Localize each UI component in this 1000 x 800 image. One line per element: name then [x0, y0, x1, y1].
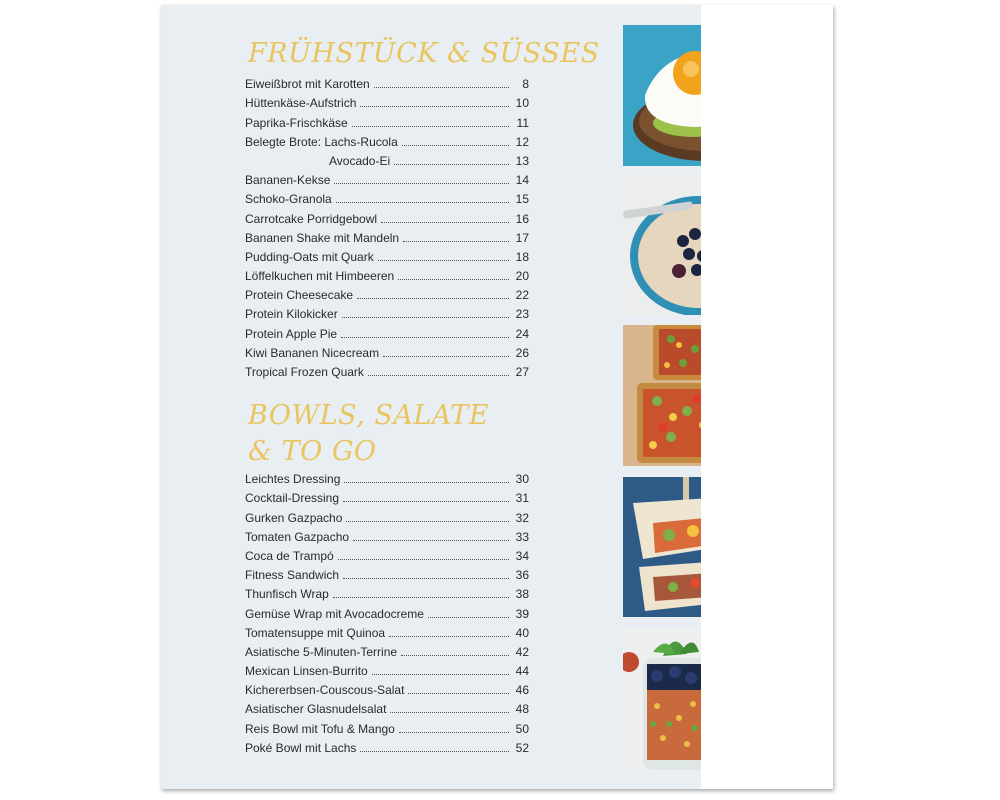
toc-entry-title: Reis Bowl mit Tofu & Mango — [245, 721, 395, 736]
toc-entry-title: Schoko-Granola — [245, 192, 332, 207]
toc-entry[interactable] — [245, 188, 529, 207]
dot-leader — [336, 201, 509, 203]
toc-entry-title: Gemüse Wrap mit Avocadocreme — [245, 606, 424, 621]
toc-entry[interactable] — [245, 207, 529, 226]
dot-leader — [378, 259, 509, 261]
toc-entry-title: Bananen-Kekse — [245, 173, 331, 188]
dot-leader — [394, 163, 509, 165]
toc-entry-page: 13 — [515, 153, 529, 168]
toc-entry-title: Protein Kilokicker — [245, 307, 338, 322]
toc-entry-title: Thunfisch Wrap — [245, 587, 329, 602]
toc-entry-title: Paprika-Frischkäse — [245, 115, 348, 130]
toc-entry-page: 26 — [515, 345, 529, 360]
toc-entry-page: 52 — [515, 740, 529, 755]
toc-entry-page: 48 — [515, 702, 529, 717]
toc-entry-page: 12 — [515, 134, 529, 149]
toc-entry-page: 32 — [515, 510, 529, 525]
dot-leader — [408, 692, 509, 694]
toc-entry-title: Avocado-Ei — [329, 153, 391, 168]
dot-leader — [383, 355, 509, 357]
toc-entry-page: 11 — [516, 115, 529, 130]
dot-leader — [343, 577, 509, 579]
toc-entry-title: Asiatische 5-Minuten-Terrine — [245, 644, 398, 659]
toc-entry-page: 15 — [515, 192, 529, 207]
dot-leader — [372, 673, 509, 675]
dot-leader — [360, 750, 509, 752]
dot-leader — [357, 297, 509, 299]
toc-entry-page: 18 — [515, 249, 529, 264]
toc-entry[interactable] — [245, 246, 529, 265]
toc-entry[interactable] — [245, 265, 529, 284]
page-margin — [701, 5, 833, 789]
toc-list-breakfast — [245, 73, 529, 380]
toc-entry-page: 20 — [515, 269, 529, 284]
toc-entry-page: 14 — [515, 173, 529, 188]
toc-entry-page: 23 — [515, 307, 529, 322]
section-heading-breakfast: FRÜHSTÜCK & SÜSSES — [248, 38, 600, 69]
section-heading-bowls — [248, 398, 489, 470]
toc-entry-page: 17 — [515, 230, 529, 245]
toc-entry[interactable] — [245, 622, 529, 641]
dot-leader — [352, 125, 509, 127]
dot-leader — [338, 558, 509, 560]
contents-panel — [161, 5, 701, 789]
toc-entry[interactable] — [245, 717, 529, 736]
toc-entry[interactable] — [245, 545, 529, 564]
toc-entry-page: 22 — [515, 288, 529, 303]
dot-leader — [374, 86, 509, 88]
toc-entry[interactable] — [245, 150, 529, 169]
toc-entry-title: Löffelkuchen mit Himbeeren — [245, 269, 395, 284]
toc-entry-page: 36 — [515, 568, 529, 583]
dot-leader — [390, 711, 509, 713]
toc-entry-page: 10 — [515, 96, 529, 111]
dot-leader — [428, 616, 509, 618]
toc-entry[interactable] — [245, 602, 529, 621]
toc-entry-title: Tomatensuppe mit Quinoa — [245, 625, 386, 640]
toc-entry[interactable] — [245, 660, 529, 679]
toc-entry[interactable] — [245, 92, 529, 111]
toc-entry-page: 34 — [515, 548, 529, 563]
toc-entry[interactable] — [245, 284, 529, 303]
toc-entry-title: Pudding-Oats mit Quark — [245, 249, 374, 264]
toc-entry-title: Belegte Brote: Lachs-Rucola — [245, 134, 398, 149]
toc-entry[interactable] — [245, 361, 529, 380]
toc-entry-page: 8 — [522, 77, 529, 92]
dot-leader — [344, 481, 509, 483]
toc-entry[interactable] — [245, 564, 529, 583]
section-heading-line: & TO GO — [248, 436, 377, 467]
toc-entry-page: 24 — [515, 326, 529, 341]
toc-entry-page: 46 — [515, 683, 529, 698]
dot-leader — [399, 731, 509, 733]
toc-entry-page: 16 — [515, 211, 529, 226]
section-heading-line: BOWLS, SALATE — [248, 400, 490, 431]
toc-entry-title: Coca de Trampó — [245, 548, 334, 563]
toc-entry[interactable] — [245, 73, 529, 92]
toc-entry[interactable] — [245, 679, 529, 698]
toc-entry-title: Carrotcake Porridgebowl — [245, 211, 378, 226]
toc-entry[interactable] — [245, 322, 529, 341]
toc-entry[interactable] — [245, 342, 529, 361]
toc-entry-page: 27 — [515, 365, 529, 379]
dot-leader — [342, 316, 509, 318]
toc-entry[interactable] — [245, 111, 529, 130]
toc-entry[interactable] — [245, 487, 529, 506]
toc-entry-title: Eiweißbrot mit Karotten — [245, 77, 370, 92]
toc-entry-page: 50 — [515, 721, 529, 736]
toc-entry[interactable] — [245, 506, 529, 525]
toc-entry[interactable] — [245, 131, 529, 150]
toc-entry-title: Kichererbsen-Couscous-Salat — [245, 683, 405, 698]
toc-entry[interactable] — [245, 468, 529, 487]
toc-entry-title: Bananen Shake mit Mandeln — [245, 230, 400, 245]
dot-leader — [389, 635, 509, 637]
toc-entry-page: 44 — [515, 664, 529, 679]
toc-entry-page: 42 — [515, 644, 529, 659]
dot-leader — [334, 182, 509, 184]
dot-leader — [360, 105, 509, 107]
dot-leader — [381, 221, 509, 223]
dot-leader — [403, 240, 509, 242]
toc-entry[interactable] — [245, 583, 529, 602]
toc-entry-title: Fitness Sandwich — [245, 568, 340, 583]
dot-leader — [346, 520, 509, 522]
toc-entry-title: Mexican Linsen-Burrito — [245, 664, 368, 679]
dot-leader — [398, 278, 509, 280]
toc-entry[interactable] — [245, 169, 529, 188]
toc-entry-title: Kiwi Bananen Nicecream — [245, 345, 380, 360]
toc-entry-title: Gurken Gazpacho — [245, 510, 343, 525]
toc-list-bowls — [245, 468, 529, 756]
toc-entry-page: 38 — [515, 587, 529, 602]
dot-leader — [353, 539, 509, 541]
toc-entry[interactable] — [245, 698, 529, 717]
toc-entry[interactable] — [245, 526, 529, 545]
dot-leader — [402, 144, 509, 146]
dot-leader — [341, 336, 509, 338]
toc-entry-title: Tomaten Gazpacho — [245, 529, 350, 544]
toc-entry-page: 40 — [515, 625, 529, 640]
toc-entry-title: Poké Bowl mit Lachs — [245, 740, 357, 755]
dot-leader — [343, 500, 509, 502]
toc-entry-page: 39 — [515, 606, 529, 621]
toc-entry[interactable] — [245, 737, 529, 756]
toc-entry-title: Hüttenkäse-Aufstrich — [245, 96, 357, 111]
toc-entry[interactable] — [245, 227, 529, 246]
toc-entry-title: Tropical Frozen Quark — [245, 365, 364, 379]
toc-entry-page: 30 — [515, 472, 529, 487]
toc-entry[interactable] — [245, 641, 529, 660]
dot-leader — [401, 654, 509, 656]
toc-entry-title: Protein Cheesecake — [245, 288, 354, 303]
toc-entry[interactable] — [245, 303, 529, 322]
toc-entry-title: Cocktail-Dressing — [245, 491, 340, 506]
toc-entry-title: Protein Apple Pie — [245, 326, 338, 341]
toc-entry-title: Asiatischer Glasnudelsalat — [245, 702, 387, 717]
toc-entry-page: 31 — [515, 491, 529, 506]
toc-entry-title: Leichtes Dressing — [245, 472, 341, 487]
book-page — [161, 5, 833, 789]
toc-entry-page: 33 — [515, 529, 529, 544]
dot-leader — [368, 374, 509, 376]
dot-leader — [333, 596, 509, 598]
